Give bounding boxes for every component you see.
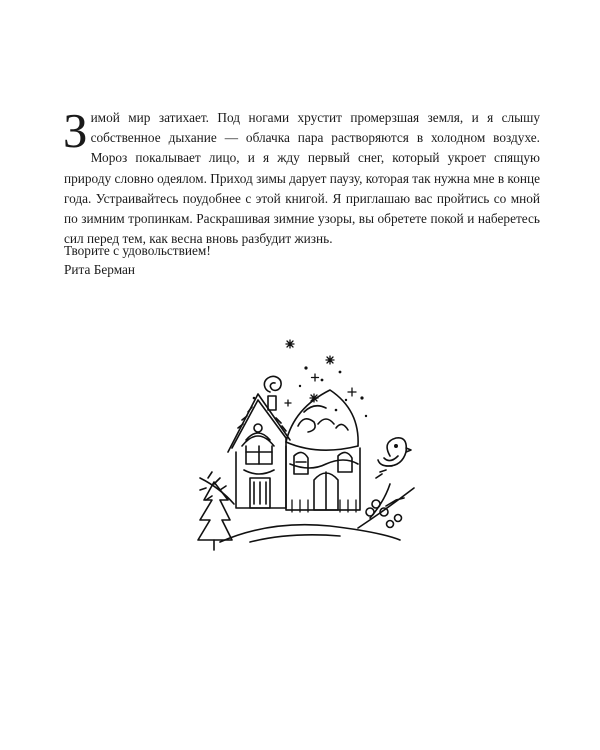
intro-text — [63, 103, 540, 249]
drop-cap: З — [63, 103, 88, 158]
intro-paragraph — [63, 103, 540, 249]
right-house-icon — [286, 390, 360, 510]
bird-icon — [378, 438, 411, 466]
berries-branch-icon — [358, 466, 414, 528]
author-name: Рита Берман — [64, 261, 136, 277]
snowy-ground-icon — [220, 525, 400, 542]
smoke-swirl-icon — [264, 376, 281, 392]
winter-houses-illustration — [190, 328, 420, 568]
intro-body: имой мир затихает. Под ногами хрустит промерзшая земля, и я слышу собственное дыхание — облачка пара растворяются в холодном воздухе. Мороз покалывает лицо, и я жду первый снег, который укроет спящую природу словно одеялом. Приход зимы дарует паузу, которая так нужна мне в конце года. Устраивайтесь поудобнее с этой книгой. Я приглашаю вас пройтись со мной по зимним тропинкам. Раскрашивая зимние узоры, вы обретете покой и наберетесь сил перед тем, как весна вновь разбудит жизнь. — [64, 110, 540, 247]
left-house-icon — [228, 394, 290, 508]
signature-block — [64, 242, 211, 279]
greeting-line: Творите с удовольствием! — [64, 243, 211, 258]
